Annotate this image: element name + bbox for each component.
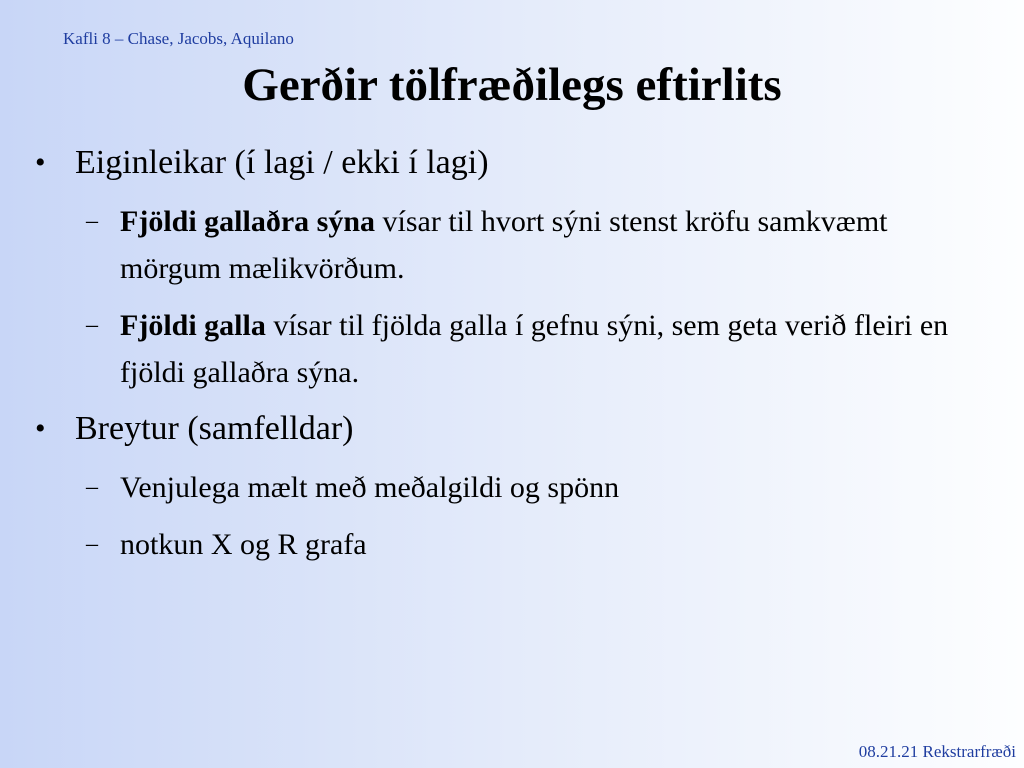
sub-bullet-text: notkun X og R grafa (120, 528, 367, 561)
header-note: Kafli 8 – Chase, Jacobs, Aquilano (63, 29, 294, 48)
sub-bullet-xr-charts (35, 521, 985, 568)
dash-icon: – (86, 312, 98, 338)
bullet-list (35, 140, 985, 578)
bold-term: Fjöldi gallaðra sýna (120, 205, 376, 238)
sub-bullet-mean-range (35, 464, 985, 511)
bullet-text: Eiginleikar (í lagi / ekki í lagi) (75, 144, 489, 181)
dash-icon: – (86, 208, 98, 234)
bold-term: Fjöldi galla (120, 309, 266, 342)
slide-title: Gerðir tölfræðilegs eftirlits (242, 59, 782, 111)
sub-bullet-defective-samples (35, 198, 985, 292)
bullet-text: Breytur (samfelldar) (75, 410, 354, 447)
bullet-dot-icon: • (35, 146, 46, 179)
bullet-attributes (35, 140, 985, 186)
bullet-dot-icon: • (35, 412, 46, 445)
footer-text: 08.21.21 Rekstrarfræði (858, 742, 1016, 761)
sub-bullet-text: Venjulega mælt með meðalgildi og spönn (120, 471, 620, 504)
sub-bullet-text: vísar til hvort sýni stenst kröfu samkvæmt mörgum mælikvörðum. (120, 205, 888, 285)
sub-bullet-defect-count (35, 302, 985, 396)
dash-icon: – (86, 474, 98, 500)
sub-bullet-text: vísar til fjölda galla í gefnu sýni, sem geta verið fleiri en fjöldi gallaðra sýna. (120, 309, 949, 389)
bullet-variables (35, 406, 985, 452)
dash-icon: – (86, 531, 98, 557)
